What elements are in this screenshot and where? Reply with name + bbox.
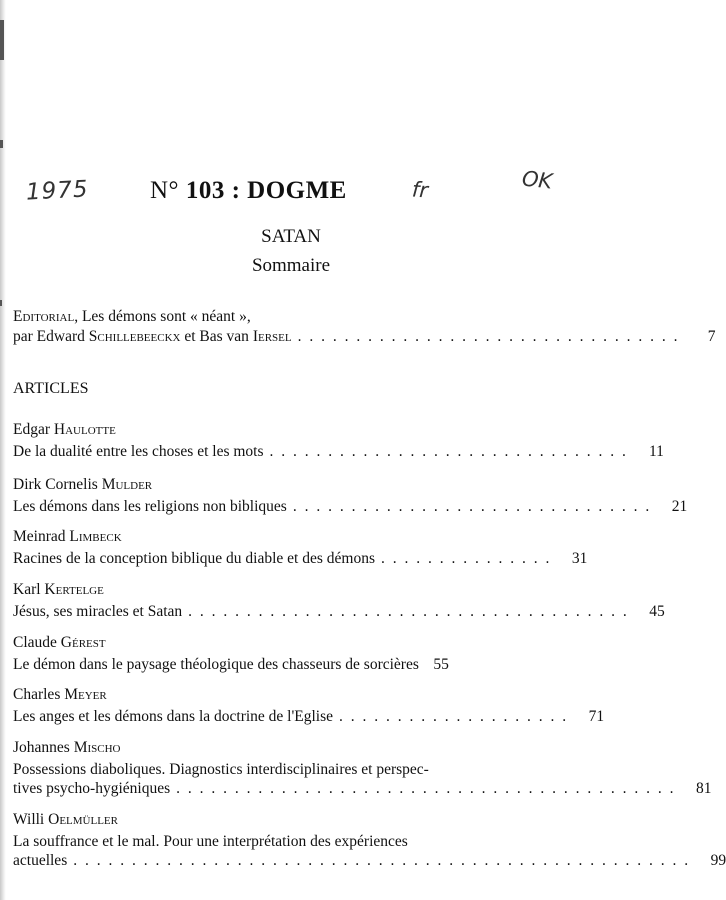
- editorial-title: Les démons sont « néant »,: [81, 308, 251, 325]
- issue-theme: SATAN: [261, 226, 321, 247]
- page-number: 81: [696, 780, 712, 797]
- page-number: 7: [707, 328, 716, 345]
- leader-dots: . . . . . . . . . . . . . . . . . . . . . . . . . . . . . . . . . . . . . . . . . . .: [176, 780, 676, 797]
- entry-title: Jésus, ses miracles et Satan: [13, 603, 183, 620]
- entry-title-line: Possessions diaboliques. Diagnostics interdisciplinaires et perspec-: [13, 761, 429, 778]
- byline-text: par Edward: [13, 328, 85, 345]
- page-number: 71: [588, 708, 605, 725]
- entry-title: Racines de la conception biblique du diable et des démons: [13, 550, 375, 567]
- author-first-name: Charles: [13, 686, 61, 703]
- author-last-name: Mulder: [101, 476, 153, 493]
- toc-entry: [13, 527, 588, 568]
- entry-title: Les démons dans les religions non bibliques: [13, 498, 287, 515]
- leader-dots: . . . . . . . . . . . . . . . . . . . . . . . . . . . . . . . . . . . . . .: [188, 603, 629, 620]
- author-last-name: Limbeck: [69, 528, 122, 545]
- author-first-name: Dirk Cornelis: [13, 476, 98, 493]
- editorial-authors: [13, 327, 292, 346]
- entry-author: [13, 527, 497, 546]
- toc-entry: [13, 738, 712, 798]
- entry-author: [13, 810, 497, 829]
- toc-entry: [13, 475, 688, 516]
- author-last-name: Meyer: [64, 686, 107, 703]
- scanned-page-edge: [0, 0, 6, 900]
- author-name: Iersel: [252, 328, 292, 345]
- entry-author: [13, 738, 497, 757]
- author-name: Schillebeeckx: [88, 328, 181, 345]
- author-last-name: Mischo: [73, 739, 121, 756]
- issue-number: 103: [185, 177, 225, 204]
- number-prefix: N°: [150, 177, 180, 204]
- toc-entry: [13, 633, 497, 674]
- author-last-name: Oelmüller: [48, 811, 118, 828]
- toc-entry: [13, 580, 665, 621]
- leader-dots: . . . . . . . . . . . . . . . . . . . . . . . . . . . . . . . . . . . . . . . . . . . . . . . . . . . . .: [73, 852, 691, 869]
- leader-dots: . . . . . . . . . . . . . . . . . . . . . . . . . . . . . . .: [269, 443, 628, 460]
- page-number: 55: [433, 656, 449, 673]
- author-last-name: Gérest: [60, 634, 106, 651]
- byline-text: et Bas van: [184, 328, 249, 345]
- title-separator: :: [231, 177, 241, 204]
- issue-section: DOGME: [247, 177, 347, 204]
- toc-entry: [13, 420, 664, 461]
- author-first-name: Johannes: [13, 739, 70, 756]
- issue-title: [150, 177, 370, 205]
- leader-dots: . . . . . . . . . . . . . . . . . . . . . . . . . . . . . . .: [292, 498, 652, 515]
- handwritten-year: 1975: [25, 176, 90, 206]
- page-number: 45: [649, 603, 665, 620]
- toc-entry: [13, 685, 605, 726]
- page-edge-mark: [0, 20, 4, 60]
- handwritten-language-mark: fr: [411, 177, 429, 203]
- author-first-name: Willi: [13, 811, 45, 828]
- entry-title: Les anges et les démons dans la doctrine de l'Eglise: [13, 708, 334, 725]
- page-number: 11: [648, 443, 664, 460]
- page-number: 99: [710, 852, 726, 869]
- entry-title-line: actuelles: [13, 852, 68, 869]
- leader-dots: . . . . . . . . . . . . . . . . . . . . . . . . . . . . . . . . .: [297, 328, 680, 345]
- entry-author: [13, 685, 497, 704]
- entry-author: [13, 580, 497, 599]
- leader-dots: . . . . . . . . . . . . . . . . . . . .: [339, 708, 569, 725]
- page-number: 31: [571, 550, 588, 567]
- leader-dots: . . . . . . . . . . . . . . .: [381, 550, 552, 567]
- page-edge-mark: [0, 140, 3, 148]
- author-first-name: Karl: [13, 581, 41, 598]
- articles-heading: ARTICLES: [13, 380, 89, 397]
- author-first-name: Edgar: [13, 421, 51, 438]
- editorial-byline: [13, 327, 716, 346]
- entry-author: [13, 633, 497, 652]
- entry-title: De la dualité entre les choses et les mots: [13, 443, 264, 460]
- editorial-label: Editorial,: [13, 308, 79, 325]
- toc-entry: [13, 810, 726, 870]
- author-last-name: Haulotte: [53, 421, 116, 438]
- entry-title: Le démon dans le paysage théologique des chasseurs de sorcières: [13, 656, 419, 673]
- entry-title-line: tives psycho-hygiéniques: [13, 780, 171, 797]
- entry-title-line: La souffrance et le mal. Pour une interprétation des expériences: [13, 833, 408, 850]
- editorial-title-line: [13, 307, 497, 326]
- page-edge-mark: [0, 300, 2, 306]
- author-first-name: Meinrad: [13, 528, 66, 545]
- author-first-name: Claude: [13, 634, 57, 651]
- entry-author: [13, 420, 497, 439]
- sommaire-heading: Sommaire: [251, 255, 331, 276]
- author-last-name: Kertelge: [44, 581, 104, 598]
- page-number: 21: [671, 498, 688, 515]
- handwritten-ok-mark: OK: [520, 166, 554, 194]
- entry-author: [13, 475, 497, 494]
